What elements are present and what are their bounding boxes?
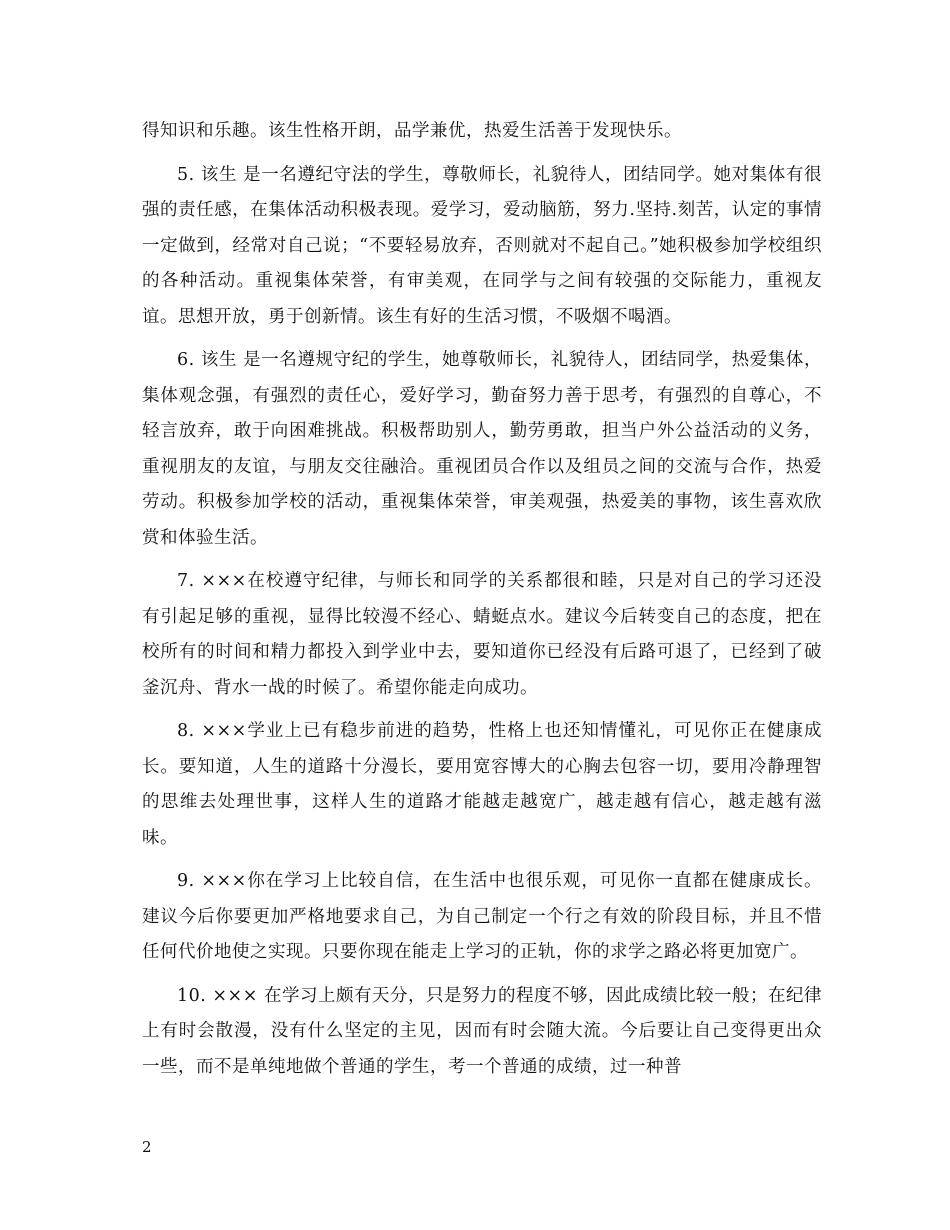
paragraph-item-9: 9. ×××你在学习上比较自信，在生活中也很乐观，可见你一直都在健康成长。建议今后你要更加严格地要求自己，为自己制定一个行之有效的阶段目标，并且不惜任何代价地使之实现。只要你现在能走上学习的正轨，你的求学之路必将更加宽广。	[142, 871, 822, 962]
document-body	[142, 114, 822, 1093]
paragraph-item-5: 5. 该生 是一名遵纪守法的学生，尊敬师长，礼貌待人，团结同学。她对集体有很强的责任感，在集体活动积极表现。爱学习，爱动脑筋，努力.坚持.刻苦，认定的事情一定做到，经常对自己说；“不要轻易放弃，否则就对不起自己。”她积极参加学校组织的各种活动。重视集体荣誉，有审美观，在同学与之间有较强的交际能力，重视友谊。思想开放，勇于创新情。该生有好的生活习惯，不吸烟不喝酒。	[142, 164, 822, 327]
paragraph-item-10: 10. ××× 在学习上颇有天分，只是努力的程度不够，因此成绩比较一般；在纪律上有时会散漫，没有什么坚定的主见，因而有时会随大流。今后要让自己变得更出众一些，而不是单纯地做个普通的学生，考一个普通的成绩，过一种普	[142, 985, 822, 1077]
page-number: 2	[142, 1138, 152, 1156]
paragraph-continuation: 得知识和乐趣。该生性格开朗，品学兼优，热爱生活善于发现快乐。	[142, 121, 682, 141]
paragraph-item-8: 8. ×××学业上已有稳步前进的趋势，性格上也还知情懂礼，可见你正在健康成长。要知道，人生的道路十分漫长，要用宽容博大的心胸去包容一切，要用冷静理智的思维去处理世事，这样人生的道路才能越走越宽广，越走越有信心，越走越有滋味。	[142, 721, 822, 848]
paragraph-item-7: 7. ×××在校遵守纪律，与师长和同学的关系都很和睦，只是对自己的学习还没有引起足够的重视，显得比较漫不经心、蜻蜓点水。建议今后转变自己的态度，把在校所有的时间和精力都投入到学业中去，要知道你已经没有后路可退了，已经到了破釜沉舟、背水一战的时候了。希望你能走向成功。	[142, 571, 822, 698]
paragraph-item-6: 6. 该生 是一名遵规守纪的学生，她尊敬师长，礼貌待人，团结同学，热爱集体，集体观念强，有强烈的责任心，爱好学习，勤奋努力善于思考，有强烈的自尊心，不轻言放弃，敢于向困难挑战。积极帮助别人，勤劳勇敢，担当户外公益活动的义务，重视朋友的友谊，与朋友交往融洽。重视团员合作以及组员之间的交流与合作，热爱劳动。积极参加学校的活动，重视集体荣誉，审美观强，热爱美的事物，该生喜欢欣赏和体验生活。	[142, 350, 822, 548]
